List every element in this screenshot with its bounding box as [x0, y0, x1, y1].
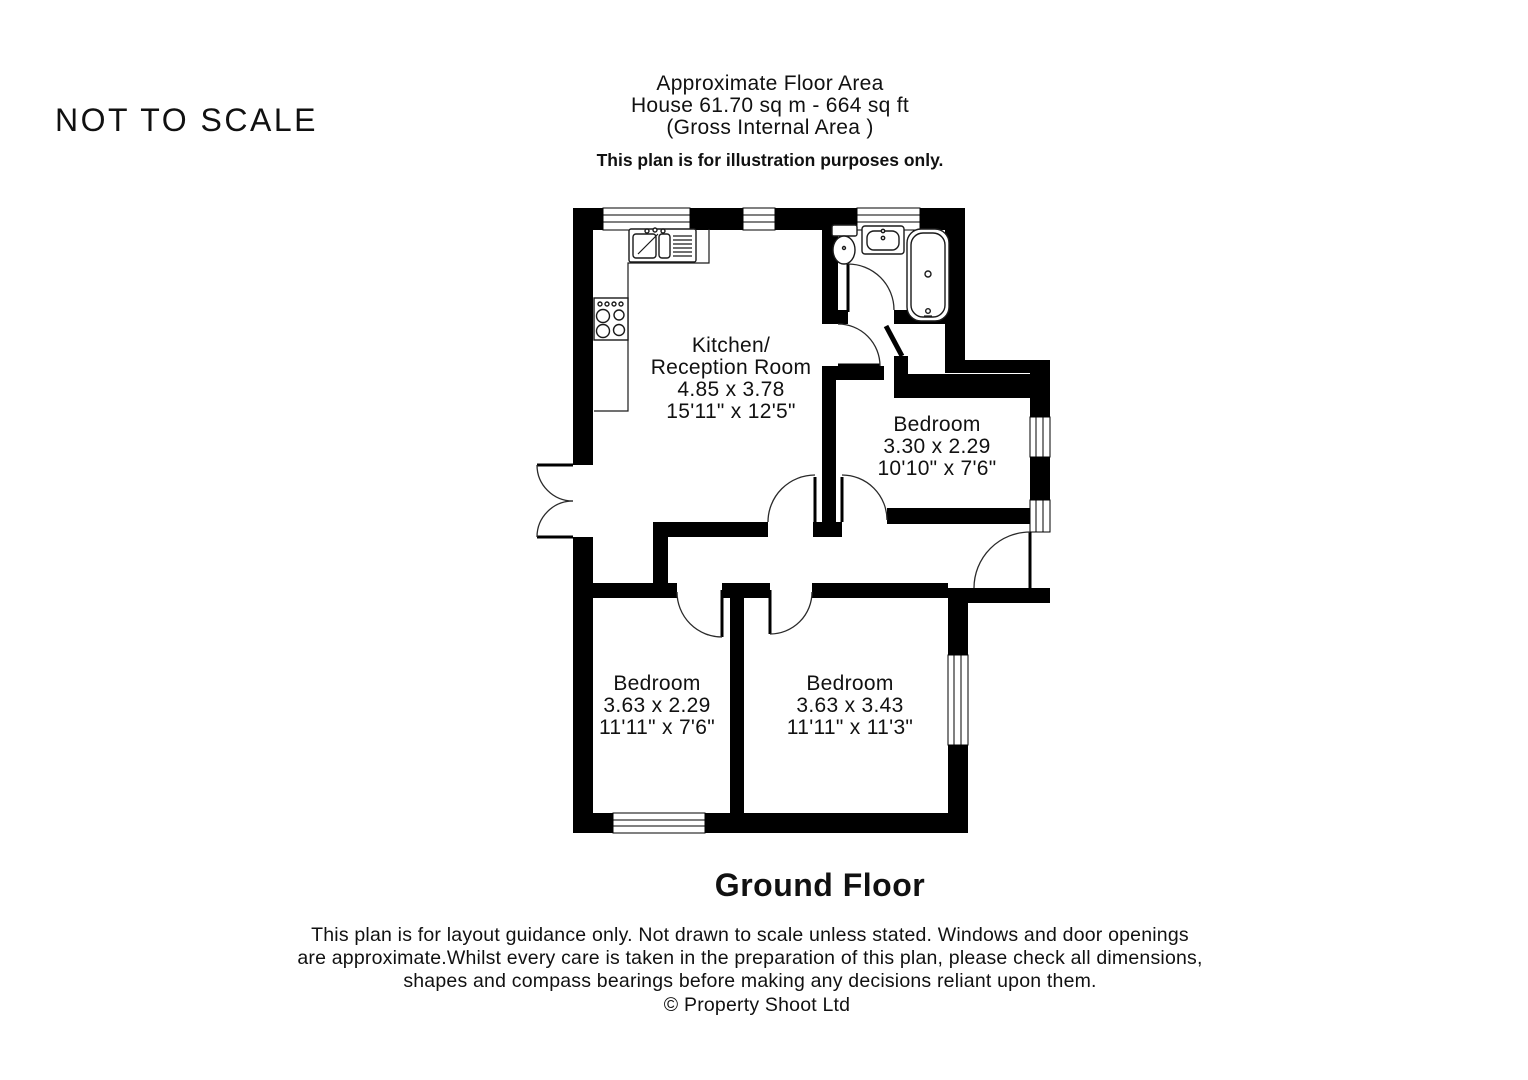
door-swing-icon [768, 475, 815, 524]
disclaimer-line-2: are approximate.Whilst every care is taken in the preparation of this plan, please check all dimensions, [297, 947, 1203, 969]
header-block [597, 72, 944, 170]
door-leaf-icon [886, 326, 902, 356]
window-icon [603, 208, 690, 230]
room-dims-metric-kitchen: 4.85 x 3.78 [677, 378, 785, 401]
walls [573, 208, 1050, 833]
window-icon [948, 655, 968, 745]
door-swing-icon [842, 475, 887, 522]
illustration-note: This plan is for illustration purposes only. [596, 150, 944, 170]
scale-note-label: NOT TO SCALE [55, 102, 318, 138]
room-label-bedroom-left: Bedroom [613, 672, 701, 695]
door-swing-icon [848, 264, 894, 312]
room-label-bedroom-mid: Bedroom [893, 413, 981, 436]
hob-icon [594, 298, 628, 340]
room-dims-imperial-bedroom-right: 11'11" x 11'3" [786, 716, 914, 739]
door-swing-icon [838, 324, 880, 366]
window-icon [743, 208, 775, 230]
sink-icon [629, 228, 696, 262]
basin-icon [862, 226, 904, 254]
room-label-kitchen-line2: Reception Room [650, 356, 812, 379]
entrance-door-icon [537, 465, 573, 537]
copyright-label: © Property Shoot Ltd [663, 994, 851, 1016]
disclaimer-line-3: shapes and compass bearings before making any decisions reliant upon them. [403, 970, 1097, 992]
room-dims-metric-bedroom-mid: 3.30 x 2.29 [883, 435, 991, 458]
tap-icon [645, 228, 665, 233]
room-label-kitchen: Kitchen/ [691, 334, 771, 357]
floor-area-value: House 61.70 sq m - 664 sq ft [630, 94, 910, 117]
window-icon [613, 813, 705, 833]
room-dims-imperial-bedroom-left: 11'11" x 7'6" [599, 716, 715, 739]
window-icon [1030, 417, 1050, 457]
ground-floor-title: Ground Floor [714, 867, 926, 903]
room-dims-metric-bedroom-left: 3.63 x 2.29 [603, 694, 711, 717]
room-label-bedroom-right: Bedroom [806, 672, 894, 695]
disclaimer-line-1: This plan is for layout guidance only. Not drawn to scale unless stated. Windows and door openings [311, 924, 1189, 946]
toilet-icon [832, 225, 857, 264]
disclaimer-block [297, 924, 1202, 1016]
room-dims-metric-bedroom-right: 3.63 x 3.43 [796, 694, 904, 717]
room-dims-imperial-kitchen: 15'11" x 12'5" [666, 400, 796, 423]
bathroom-fixtures [832, 225, 949, 321]
floor-area-title: Approximate Floor Area [656, 72, 884, 95]
bathtub-icon [907, 229, 949, 321]
door-swing-icon [770, 590, 812, 634]
room-dims-imperial-bedroom-mid: 10'10" x 7'6" [877, 457, 997, 480]
gross-internal-label: (Gross Internal Area ) [666, 116, 874, 139]
door-swing-icon [677, 590, 722, 637]
window-icon [1030, 500, 1050, 532]
door-swing-icon [974, 532, 1030, 588]
